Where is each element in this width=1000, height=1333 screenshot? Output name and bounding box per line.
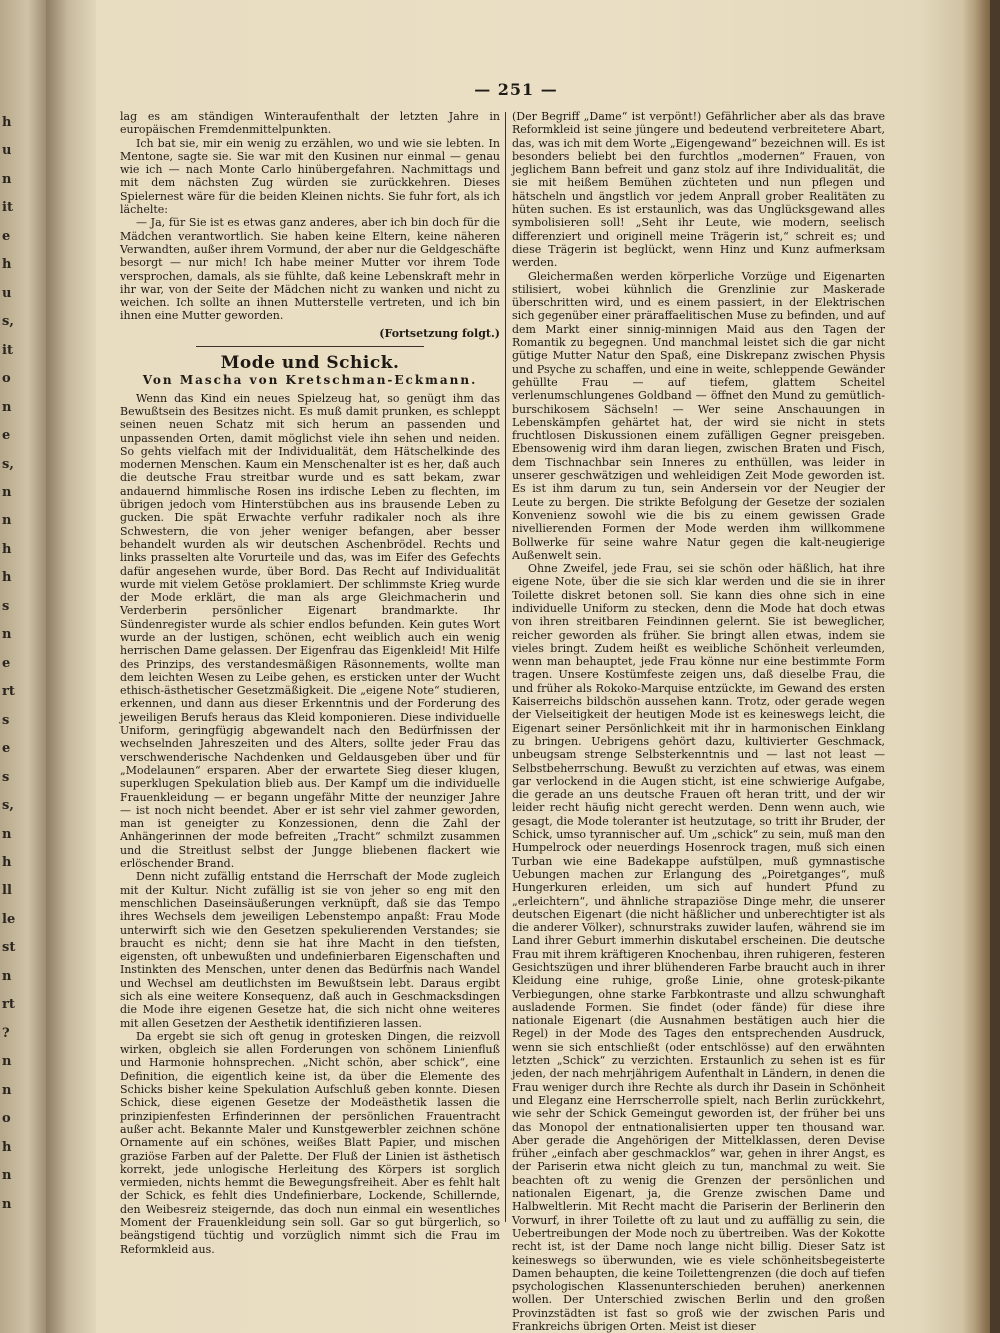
story-paragraph: — Ja, für Sie ist es etwas ganz anderes, aber ich bin doch für die Mädchen verantwortlich. Sie haben keine Eltern, keine näheren Verwandten, außer ihrem Vormund, der aber nur die Geldgeschäfte besorgt — nur mich! Ich habe meiner Mutter vor ihrem Tode versprochen, damals, als sie fühlte, daß keine Lebenskraft mehr in ihr war, von der Seite der Mädchen nicht zu wanken und nicht zu weichen. Ich sollte an ihnen Mutterstelle vertreten, und ich bin ihnen eine Mutter geworden. [120, 216, 500, 323]
left-column [120, 110, 500, 1256]
article-byline: Von Mascha von Kretschman-Eckmann. [142, 373, 478, 388]
page-number: — 251 — [474, 80, 558, 99]
previous-page-text-fragment: o [2, 1111, 11, 1126]
previous-page-text-fragment: o [2, 371, 11, 386]
previous-page-text-fragment: n [2, 1054, 12, 1069]
story-paragraph: lag es am ständigen Winteraufenthalt der letzten Jahre in europäischen Fremdenmittelpunkten. [120, 110, 500, 137]
previous-page-text-fragment: s [2, 770, 10, 785]
previous-page-text-fragment: h [2, 542, 12, 557]
article-paragraph: (Der Begriff „Dame“ ist verpönt!) Gefährlicher aber als das brave Reformkleid ist seine jüngere und bedeutend verbreitetere Abart, das, was ich mit dem Worte „Eigengewand“ bezeichnen will. Es ist besonders beliebt bei den furchtlos „modernen“ Frauen, von jeglichem Bann befreit und ganz stolz auf ihre Individualität, die sie mit heißem Bemühen züchteten und nun pflegen und hätscheln und ängstlich vor jedem Anprall grober Realitäten zu hüten suchen. Es ist erstaunlich, was das Unglücksgewand alles symbolisieren soll! „Seht ihr Leute, wie modern, seelisch differenziert und originell meine Trägerin ist,“ schreit es; und diese Trägerin ist beglückt, wenn Hinz und Kunz aufmerksam werden. [512, 110, 885, 270]
previous-page-text-fragment: n [2, 969, 12, 984]
previous-page-text-fragment: n [2, 513, 12, 528]
binding-edge [990, 0, 1000, 1333]
previous-page-text-fragment: s, [2, 457, 14, 472]
previous-page-text-fragment: st [2, 940, 16, 955]
previous-page-text-fragment: ? [2, 1026, 10, 1041]
previous-page-text-fragment: n [2, 827, 12, 842]
previous-page-text-fragment: h [2, 115, 12, 130]
previous-page-text-fragment: e [2, 741, 11, 756]
previous-page-text-fragment: ll [2, 883, 12, 898]
previous-page-text-fragment: u [2, 143, 12, 158]
previous-page-text-fragment: n [2, 400, 12, 415]
section-divider [196, 346, 424, 347]
previous-page-text-fragment: h [2, 257, 12, 272]
previous-page-text-fragment: rt [2, 997, 15, 1012]
previous-page-text-fragment: s [2, 599, 10, 614]
previous-page-text-fragment: e [2, 229, 11, 244]
previous-page-text-fragment: rt [2, 684, 15, 699]
previous-page-text-fragment: n [2, 627, 12, 642]
previous-page-text-fragment: e [2, 656, 11, 671]
story-paragraph: Ich bat sie, mir ein wenig zu erzählen, wo und wie sie lebten. In Mentone, sagte sie. Sie war mit den Kusinen nur einmal — genau wie ich — nach Monte Carlo hinübergefahren. Nachmittags und mit dem nächsten Zug würden sie zurückkehren. Dieses Spielernest wäre für die beiden Kleinen nichts. Sie fuhr fort, als ich lächelte: [120, 136, 500, 217]
previous-page-text-fragment: s, [2, 314, 14, 329]
previous-page-text-fragment: n [2, 1083, 12, 1098]
previous-page-text-fragment: e [2, 428, 11, 443]
book-gutter [46, 0, 96, 1333]
previous-page-text-fragment: n [2, 485, 12, 500]
article-paragraph: Denn nicht zufällig entstand die Herrschaft der Mode zugleich mit der Kultur. Nicht zufällig ist sie von jeher so eng mit den menschlichen Daseinsäußerungen verknüpft, daß sie das Tempo ihres Wechsels dem jeweiligen Lebenstempo anpaßt: Frau Mode unterwirft sich wie den Gesetzen spekulierenden Verstandes; sie braucht es nicht; denn sie hat ihre Macht in den tiefsten, eigensten, oft unbewußten und undefinierbaren Eigenschaften und Instinkten des Menschen, unter denen das Bedürfnis nach Wandel und Wechsel am deutlichsten im Bewußtsein lebt. Daraus ergibt sich als eine weitere Konsequenz, daß auch in Geschmacksdingen die Mode ihre eigenen Gesetze hat, die sich nicht ohne weiteres mit allen Gesetzen der Aesthetik identifizieren lassen. [120, 870, 500, 1030]
previous-page-text-fragment: le [2, 912, 16, 927]
continuation-note: (Fortsetzung folgt.) [379, 326, 500, 340]
article-paragraph: Ohne Zweifel, jede Frau, sei sie schön oder häßlich, hat ihre eigene Note, über die sie sich klar werden und die sie in ihrer Toilette diskret betonen soll. Sie kann dies ohne sich in eine individuelle Uniform zu stecken, denn die Mode hat doch etwas von ihren streitbaren Feindinnen gelernt. Sie ist beweglicher, reicher geworden als früher. Sie bringt allen etwas, indem sie vieles bringt. Zudem heißt es weibliche Schönheit verleumden, wenn man behauptet, jede Frau könne nur eine bestimmte Form tragen. Unsere Kostümfeste zeigen uns, daß dieselbe Frau, die und früher als Rokoko-Marquise entzückte, im Gewand des ersten Kaiserreichs bildschön aussehen kann. Trotz, oder gerade wegen der Vielseitigkeit der heutigen Mode ist es keineswegs leicht, die Eigenart seiner Persönlichkeit mit ihr in harmonischen Einklang zu bringen. Uebrigens gehört dazu, kultivierter Geschmack, unbeugsam strenge Selbsterkenntnis und — last not least — Selbstbeherrschung. Bewußt zu verzichten auf etwas, was einem gar verlockend in die Augen sticht, ist eine schwierige Aufgabe, die gerade an uns deutsche Frauen oft heran tritt, und der wir leider recht häufig nicht gerecht werden. Denn wenn auch, wie gesagt, die Mode toleranter ist heutzutage, so tritt ihr Bruder, der Schick, umso tyrannischer auf. Um „schick“ zu sein, muß man den Humpelrock oder neuerdings Hosenrock tragen, muß sich einen Turban wie eine Badekappe aufstülpen, muß gymnastische Uebungen machen zur Erlangung des „Poiretganges“, muß Hungerkuren erleiden, um sich auf hundert Pfund zu „erleichtern“, und ähnliche strapaziöse Dinge mehr, die unserer deutschen Eigenart (die nicht häßlicher und unberechtigter ist als die anderer Völker), schnurstraks zuwider laufen, während sie im Land ihrer Geburt immerhin diskutabel erscheinen. Die deutsche Frau mit ihrem kräftigeren Knochenbau, ihren ruhigeren, festeren Gesichtszügen und ihrer blühenderen Farbe braucht auch in ihrer Kleidung eine ruhige, große Linie, ohne grotesk-pikante Verbiegungen, ohne starke Farbkontraste und allzu schwunghaft ausladende Formen. Sie findet (oder fände) für diese ihre nationale Eigenart (die Ausnahmen bestätigen auch hier die Regel) in der Mode des Tages den entsprechenden Ausdruck, wenn sie sich entschließt (oder entschlösse) auf den erwähnten letzten „Schick“ zu verzichten. Erstaunlich zu sehen ist es für jeden, der nach mehrjährigem Aufenthalt in Ländern, in denen die Frau weniger durch ihre Rechte als durch ihr Dasein in Schönheit und Eleganz eine Herrscherrolle spielt, nach Berlin zurückkehrt, wie sehr der Schick Gemeingut geworden ist, der früher bei uns das Monopol der entnationalisierten upper ten thousand war. Aber gerade die Angehörigen der Mittelklassen, deren Devise früher „einfach aber geschmacklos“ war, gehen in ihrer Angst, es der Pariserin etwa nicht gleich zu tun, manchmal zu weit. Sie beachten oft zu wenig die Grenzen der persönlichen und nationalen Eigenart, ja, die Grenze zwischen Dame und Halbweltlerin. Mit Recht macht die Pariserin der Berlinerin den Vorwurf, in ihrer Toilette oft zu laut und zu auffällig zu sein, die Uebertreibungen der Mode noch zu übertreiben. Was der Kokotte recht ist, ist der Dame noch lange nicht billig. Dieser Satz ist keineswegs so überwunden, wie es viele schönheitsbegeisterte Damen behaupten, die keine Toilettengrenzen (die doch auf tiefen psychologischen Klassenunterschieden beruhen) anerkennen wollen. Der Unterschied zwischen Berlin und den großen Provinzstädten ist fast so groß wie der zwischen Paris und Frankreichs übrigen Orten. Meist ist dieser [512, 562, 885, 1333]
previous-page-text-fragment: s, [2, 798, 14, 813]
right-column [512, 110, 885, 1333]
previous-page-text-fragment: h [2, 570, 12, 585]
previous-page-text-fragment: h [2, 1140, 12, 1155]
article-paragraph: Wenn das Kind ein neues Spielzeug hat, so genügt ihm das Bewußtsein des Besitzes nicht. Es muß damit prunken, es schleppt seinen neuen Schatz mit sich herum an passenden und unpassenden Orten, damit möglichst viele ihn sehen und neiden. So gehts vielfach mit der Individualität, dem Hätschelkinde des modernen Menschen. Kaum ein Menschenalter ist es her, daß auch die deutsche Frau streitbar wurde und es satt bekam, zwar andauernd himmlische Rosen ins irdische Leben zu flechten, im übrigen jedoch vom Hinterstübchen aus ins brausende Leben zu gucken. Die spät Erwachte verfuhr radikaler noch als ihre Schwestern, die von jeher weniger befangen, aber besser behandelt wurden als wir deutschen Aschenbrödel. Rechts und links prasselten alte Vorurteile und das, was im Eifer des Gefechts dafür angesehen wurde, über Bord. Das Recht auf Individualität wurde mit vielem Getöse proklamiert. Der schlimmste Krieg wurde der Mode erklärt, die man als arge Gleichmacherin und Verderberin persönlicher Eigenart brandmarkte. Ihr Sündenregister wurde als schier endlos befunden. Kein gutes Wort wurde an der lustigen, schönen, echt weiblich auch ein wenig herrischen Dame gelassen. Der Eigenfrau das Eigenkleid! Mit Hilfe des Prinzips, des verstandesmäßigen Räsonnements, wollte man dem leichten Wesen zu Leibe gehen, es ersticken unter der Wucht ethisch-ästhetischer Gesetzmäßigkeit. Die „eigene Note“ studieren, erkennen, und dann aus dieser Erkenntnis und der Forderung des jeweiligen Berufs heraus das Kleid komponieren. Diese individuelle Uniform, geringfügig abgewandelt nach den Bedürfnissen der wechselnden Jahreszeiten und des Alters, sollte jeder Frau das verschwenderische Nachdenken und Geldausgeben über und für „Modelaunen“ ersparen. Aber der erwartete Sieg dieser klugen, superklugen Spekulation blieb aus. Der Kampf um die individuelle Frauenkleidung — er begann ungefähr Mitte der neunziger Jahre — ist noch nicht beendet. Aber er ist sehr viel zahmer geworden, man ist geneigter zu Konzessionen, denn die Zahl der Anhängerinnen der mode befreiten „Tracht“ schmilzt zusammen und die Streitlust selbst der Jungge bliebenen flackert wie erlöschender Brand. [120, 391, 500, 871]
article-paragraph: Gleichermaßen werden körperliche Vorzüge und Eigenarten stilisiert, wobei kühnlich die Grenzlinie zur Maskerade überschritten wird, und es einem passiert, in der Elektrischen sich gegenüber einer präraffaelitischen Muse zu befinden, und auf dem Markt einer sinnig-minnigen Maid aus den Tagen der Romantik zu begegnen. Und manchmal leistet sich die gar nicht gütige Mutter Natur den Spaß, eine Diskrepanz zwischen Physis und Psyche zu schaffen, und eine in weite, schleppende Gewänder gehüllte Frau — auf tiefem, glattem Scheitel verlenumschlungenes Goldband — öffnet den Mund zu gemütlich-burschikosem Sächseln! — Wer seine Anschauungen in Lebenskämpfen gehärtet hat, der wird sie nicht in stets fruchtlosen Diskussionen einem zufälligen Gegner preisgeben. Ebensowenig wird ihm daran liegen, zwischen Braten und Fisch, dem Tischnachbar sein Inneres zu enthüllen, was leider in unserer geschwätzigen und wehleidigen Zeit Mode geworden ist. Es ist ihm darum zu tun, sein Andersein vor der Neugier der Leute zu bergen. Die strikte Befolgung der Gesetze der sozialen Konvenienz sowohl wie die bis zu einem gewissen Grade nivellierenden Formen der Mode werden ihm willkommene Bollwerke für seine wahre Natur gegen die kalt-neugierige Außenwelt sein. [512, 269, 885, 562]
previous-page-text-fragment: n [2, 1197, 12, 1212]
page-stack-edge [964, 0, 1000, 1333]
article-paragraph: Da ergebt sie sich oft genug in grotesken Dingen, die reizvoll wirken, obgleich sie allen Forderungen von schönem Linienfluß und Harmonie hohnsprechen. „Nicht schön, aber schick“, eine Definition, die eigentlich keine ist, da über die Elemente des Schicks bisher keine Spekulation Aufschluß geben konnte. Diesen Schick, diese eigenen Gesetze der Modeästhetik lassen die prinzipienfesten Erfinderinnen der persönlichen Frauentracht außer acht. Bekannte Maler und Kunstgewerbler zeichnen schöne Ornamente auf ein schönes, weißes Blatt Papier, und mischen graziöse Farben auf der Palette. Der Fluß der Linien ist ästhetisch korrekt, jede unlogische Herleitung des Körpers ist sorglich vermieden, nichts hemmt die Bewegungsfreiheit. Aber es fehlt halt der Schick, es fehlt dies Undefinierbare, Lockende, Schillernde, den Weibesreiz steigernde, das doch nun einmal ein wesentliches Moment der Frauenkleidung sein soll. Gar so gut bürgerlich, so beängstigend tüchtig und vorzüglich nimmt sich die Frau im Reformkleid aus. [120, 1029, 500, 1256]
previous-page-text-fragment: n [2, 172, 12, 187]
previous-page-text-fragment: u [2, 286, 12, 301]
previous-page-edge [0, 0, 46, 1333]
previous-page-text-fragment: h [2, 855, 12, 870]
previous-page-text-fragment: s [2, 713, 10, 728]
previous-page-text-fragment: it [2, 200, 13, 215]
column-divider [505, 112, 506, 1222]
previous-page-text-fragment: it [2, 343, 13, 358]
previous-page-text-fragment: n [2, 1168, 12, 1183]
article-title: Mode und Schick. [220, 353, 400, 374]
